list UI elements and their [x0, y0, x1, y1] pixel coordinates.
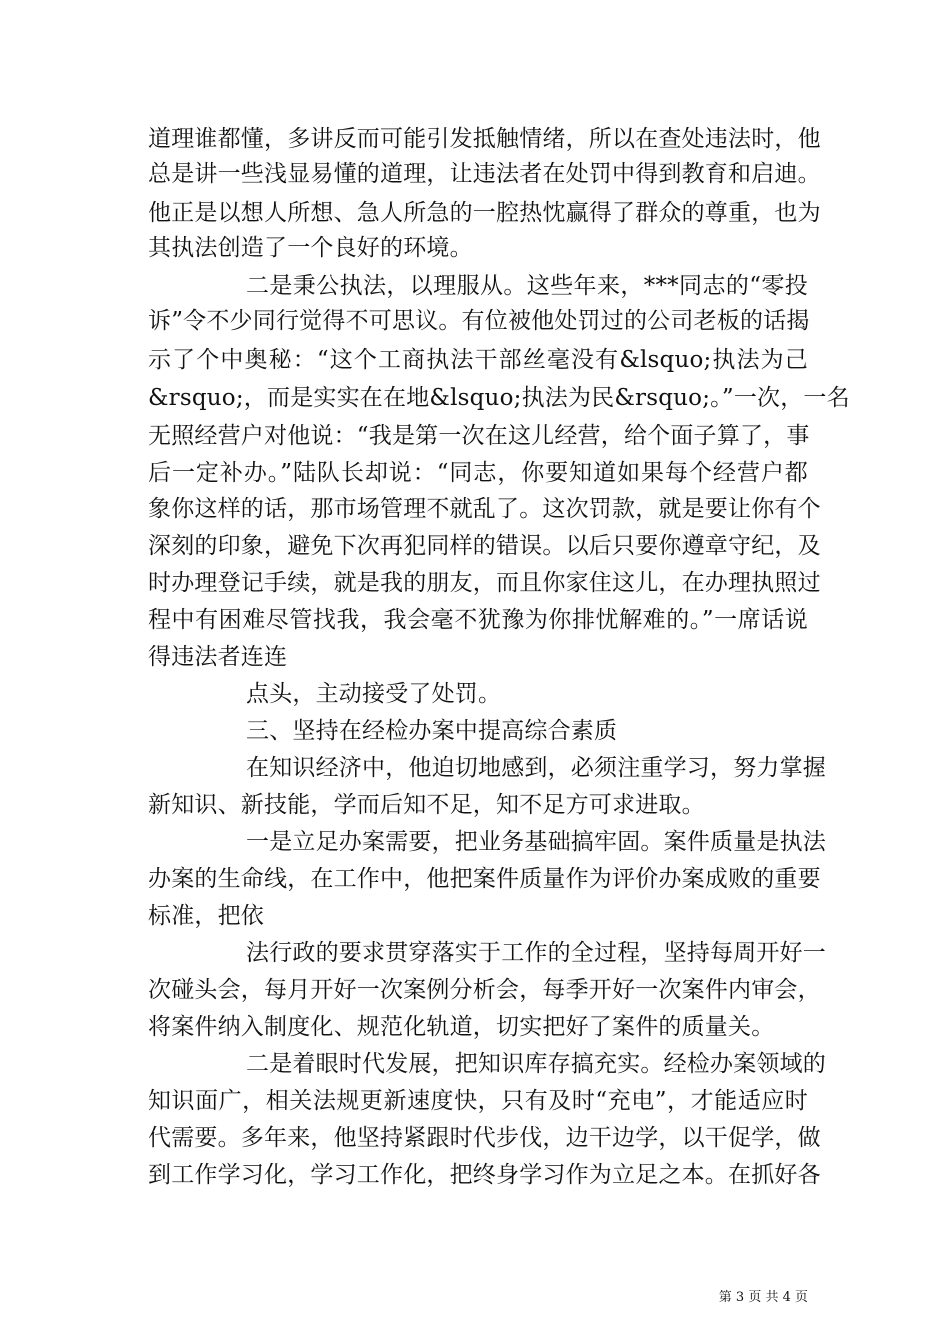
text-line: 示了个中奥秘：“这个工商执法干部丝毫没有&lsquo;执法为己 [148, 347, 808, 373]
text-line: 二是着眼时代发展，把知识库存搞充实。经检办案领域的 [246, 1051, 826, 1077]
text-line: 总是讲一些浅显易懂的道理，让违法者在处罚中得到教育和启迪。 [148, 161, 821, 187]
text-line: 到工作学习化，学习工作化，把终身学习作为立足之本。在抓好各 [148, 1162, 821, 1188]
text-line: 办案的生命线，在工作中，他把案件质量作为评价办案成败的重要 [148, 866, 821, 892]
text-line: 无照经营户对他说：“我是第一次在这儿经营，给个面子算了，事 [148, 423, 810, 449]
page-number: 第 3 页 共 4 页 [718, 1290, 808, 1305]
text-line: 诉”令不少同行觉得不可思议。有位被他处罚过的公司老板的话揭 [148, 308, 810, 334]
text-line: 后一定补办。”陆队长却说：“同志，你要知道如果每个经营户都 [148, 460, 808, 486]
text-line: &rsquo;，而是实实在在地&lsquo;执法为民&rsquo;。”一次，一名 [148, 385, 850, 411]
text-line: 得违法者连连 [148, 644, 288, 670]
text-line: 点头，主动接受了处罚。 [246, 681, 502, 707]
text-line: 一是立足办案需要，把业务基础搞牢固。案件质量是执法 [246, 829, 826, 855]
text-line: 在知识经济中，他迫切地感到，必须注重学习，努力掌握 [246, 755, 826, 781]
text-line: 二是秉公执法，以理服从。这些年来，***同志的“零投 [246, 273, 808, 299]
text-line: 程中有困难尽管找我，我会毫不犹豫为你排忧解难的。”一席话说 [148, 607, 808, 633]
text-line: 深刻的印象，避免下次再犯同样的错误。以后只要你遵章守纪，及 [148, 533, 821, 559]
text-line: 其执法创造了一个良好的环境。 [148, 235, 473, 261]
text-line: 知识面广，相关法规更新速度快，只有及时“充电”，才能适应时 [148, 1088, 808, 1114]
section-heading: 三、坚持在经检办案中提高综合素质 [246, 718, 618, 744]
text-line: 道理谁都懂，多讲反而可能引发抵触情绪，所以在查处违法时，他 [148, 126, 821, 152]
text-line: 他正是以想人所想、急人所急的一腔热忱赢得了群众的尊重，也为 [148, 200, 821, 226]
text-line: 次碰头会，每月开好一次案例分析会，每季开好一次案件内审会， [148, 977, 821, 1003]
text-line: 象你这样的话，那市场管理不就乱了。这次罚款，就是要让你有个 [148, 496, 821, 522]
text-line: 标准，把依 [148, 903, 264, 929]
text-line: 法行政的要求贯穿落实于工作的全过程，坚持每周开好一 [246, 940, 826, 966]
text-line: 时办理登记手续，就是我的朋友，而且你家住这儿，在办理执照过 [148, 570, 821, 596]
text-line: 将案件纳入制度化、规范化轨道，切实把好了案件的质量关。 [148, 1014, 775, 1040]
text-line: 代需要。多年来，他坚持紧跟时代步伐，边干边学，以干促学，做 [148, 1125, 821, 1151]
text-line: 新知识、新技能，学而后知不足，知不足方可求进取。 [148, 792, 705, 818]
